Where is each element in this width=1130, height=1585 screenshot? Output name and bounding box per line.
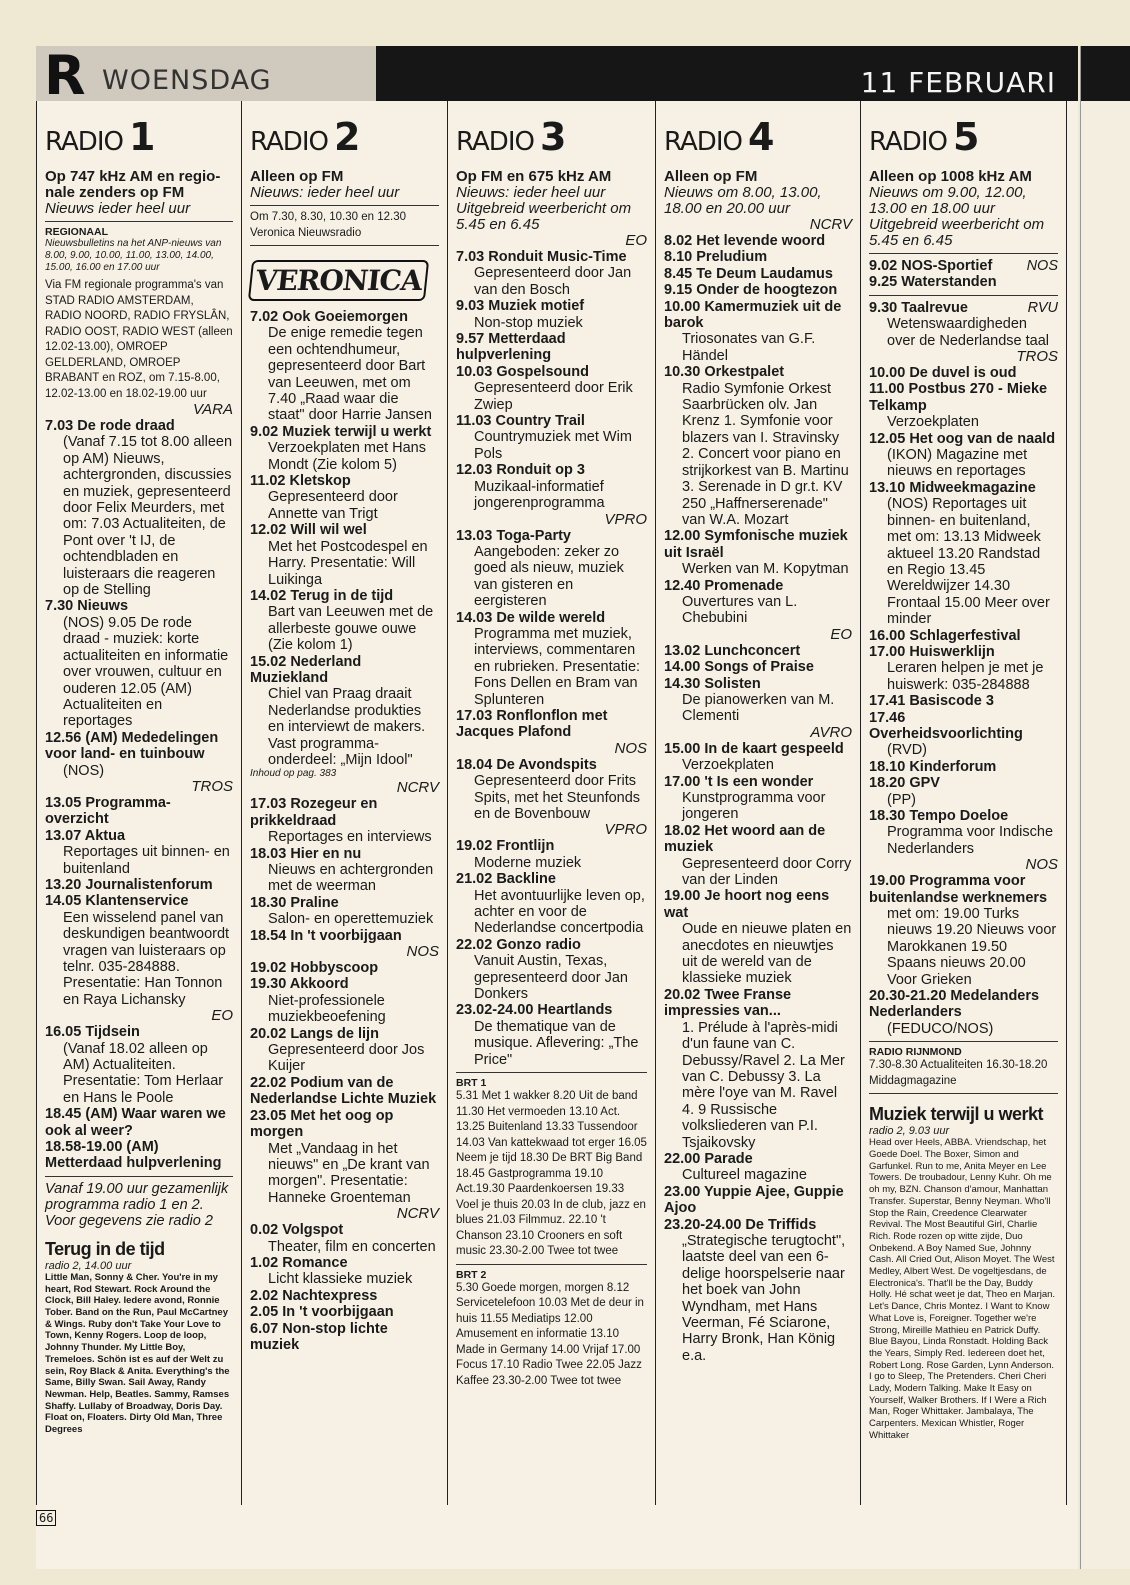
frequency: Alleen op 1008 kHz AM bbox=[869, 168, 1032, 185]
program-title: 17.41 Basiscode 3 bbox=[869, 693, 994, 710]
program-title: 18.30 Praline bbox=[250, 894, 339, 911]
program-item bbox=[45, 598, 233, 729]
program-item bbox=[664, 233, 852, 249]
program-item bbox=[45, 730, 233, 779]
program-description: Werken van M. Kopytman bbox=[682, 561, 849, 578]
program-broadcaster: RVU bbox=[1027, 300, 1058, 317]
program-description: Theater, film en concerten bbox=[268, 1238, 436, 1255]
program-title: 18.04 De Avondspits bbox=[456, 756, 597, 773]
program-title: 22.00 Parade bbox=[664, 1150, 753, 1167]
frequency: Op 747 kHz AM en regio-nale zenders op FM bbox=[45, 168, 221, 201]
frequency: Alleen op FM bbox=[664, 168, 758, 185]
program-description: Verzoekplaten bbox=[682, 757, 774, 774]
program-item bbox=[664, 1184, 852, 1217]
program-item bbox=[250, 473, 439, 522]
program-broadcaster: NOS bbox=[1026, 258, 1058, 275]
program-title: 12.40 Promenade bbox=[664, 577, 784, 594]
program-item bbox=[869, 365, 1058, 381]
program-title: 20.02 Langs de lijn bbox=[250, 1025, 379, 1042]
broadcaster-label: TROS bbox=[1016, 348, 1058, 366]
program-item bbox=[664, 741, 852, 774]
program-title: 9.15 Onder de hoogtezon bbox=[664, 282, 838, 299]
program-list bbox=[869, 258, 1058, 291]
program-title: 21.02 Backline bbox=[456, 871, 556, 888]
program-description: Aangeboden: zeker zo goed als nieuw, muziek van gisteren en eergisteren bbox=[474, 543, 624, 610]
program-title: 22.02 Gonzo radio bbox=[456, 936, 581, 953]
program-item bbox=[250, 588, 439, 654]
program-item bbox=[869, 258, 1058, 274]
program-title: 18.45 (AM) Waar waren we ook al weer? bbox=[45, 1106, 226, 1139]
program-description: Reportages en interviews bbox=[268, 829, 432, 846]
program-title: 19.00 Programma voor buitenlandse werknemers bbox=[869, 873, 1048, 906]
program-description: Programma voor Indische Nederlanders bbox=[887, 824, 1054, 857]
program-title: 19.02 Frontlijn bbox=[456, 838, 555, 855]
program-description: De enige remedie tegen een ochtendhumeur, gepresenteerd door Bart van Leeuwen, met om 7.40 „Raad waar die staat" door Harrie Jansen bbox=[268, 325, 432, 424]
program-description: Kunstprogramma voor jongeren bbox=[682, 790, 826, 823]
program-description: (PP) bbox=[887, 791, 916, 808]
program-list bbox=[664, 233, 852, 627]
brt1-schedule: 5.31 Met 1 wakker 8.20 Uit de band 11.30 Het vermoeden 13.10 Act. 13.25 Buitenland 13.33 Tussendoor 14.03 Van kattekwaad tot erger 16.05 Neem je tijd 18.30 De BRT Big Band 18.45 Gastprogramma 19.10 Act.19.30 Paardenkoersen 19.33 Voel je thuis 20.03 In de club, jazz en blues 21.03 Filmmuz. 22.10 't Chanson 23.10 Crooners en soft music 23.30-2.00 Twee tot twee bbox=[456, 1090, 647, 1258]
rijnmond-title: RADIO RIJNMOND bbox=[869, 1046, 962, 1059]
program-title: 12.05 Het oog van de naald bbox=[869, 430, 1056, 447]
program-item bbox=[664, 774, 852, 823]
program-title: 12.03 Ronduit op 3 bbox=[456, 462, 585, 479]
program-item bbox=[664, 364, 852, 528]
program-description: Vanuit Austin, Texas, gepresenteerd door Jan Donkers bbox=[474, 953, 628, 1003]
program-description: Niet-professionele muziekbeoefening bbox=[268, 992, 386, 1026]
news-radio-info: Om 7.30, 8.30, 10.30 en 12.30 Veronica Nieuwsradio bbox=[250, 211, 407, 239]
program-description: Triosonates van G.F. Händel bbox=[682, 331, 816, 364]
program-list bbox=[250, 796, 439, 944]
program-item bbox=[664, 249, 852, 265]
program-description: Non-stop muziek bbox=[474, 314, 583, 331]
joint-program-note: Vanaf 19.00 uur gezamenlijk programma radio 1 en 2. Voor gegevens zie radio 2 bbox=[45, 1180, 229, 1229]
date-title: 11 FEBRUARI bbox=[860, 66, 1056, 99]
program-item bbox=[45, 877, 233, 893]
page-number: 66 bbox=[36, 1510, 56, 1526]
program-list bbox=[456, 249, 647, 512]
program-description: Gepresenteerd door Jan van den Bosch bbox=[474, 265, 632, 298]
program-title: 7.03 Ronduit Music-Time bbox=[456, 249, 627, 265]
program-item bbox=[45, 1106, 233, 1139]
program-list bbox=[869, 873, 1058, 1037]
weekday-title: WOENSDAG bbox=[102, 65, 272, 96]
box-title: Muziek terwijl u werkt bbox=[869, 1104, 1044, 1125]
program-item bbox=[45, 1024, 233, 1106]
program-item bbox=[664, 528, 852, 577]
program-title: 11.03 Country Trail bbox=[456, 413, 585, 430]
program-title: 17.00 't Is een wonder bbox=[664, 773, 814, 790]
program-item bbox=[869, 628, 1058, 644]
program-title: 10.03 Gospelsound bbox=[456, 363, 589, 380]
program-item bbox=[869, 480, 1058, 628]
program-title: 8.10 Preludium bbox=[664, 249, 768, 266]
header-left-block bbox=[36, 44, 376, 107]
program-description: Gepresenteerd door Annette van Trigt bbox=[268, 489, 398, 522]
program-title: 9.02 NOS-Sportief bbox=[869, 258, 993, 274]
news-info: Nieuws ieder heel uur bbox=[45, 200, 191, 217]
program-item bbox=[456, 1002, 647, 1068]
program-description: (NOS) bbox=[63, 762, 105, 779]
program-title: 2.02 Nachtexpress bbox=[250, 1287, 378, 1304]
program-item bbox=[45, 418, 233, 598]
program-description: Muzikaal-informatief jongerenprogramma bbox=[474, 478, 605, 512]
program-description: 1. Prélude à l'après-midi d'un faune van C. Debussy/Ravel 2. La Mer van C. Debussy 3. La mère l'oye van M. Ravel 4. 9 Russische volksliederen van P.I. Tsjaikovsky bbox=[682, 1019, 845, 1151]
program-title: 13.10 Midweekmagazine bbox=[869, 479, 1036, 496]
program-item bbox=[456, 610, 647, 708]
program-title: 9.30 Taalrevue bbox=[869, 299, 968, 316]
broadcaster-label: NOS bbox=[614, 739, 647, 757]
content-reference: Inhoud op pag. 383 bbox=[250, 768, 337, 780]
program-item bbox=[664, 578, 852, 627]
tv-guide-page bbox=[36, 46, 1078, 1569]
box-text: Head over Heels, ABBA. Vriendschap, het Goede Doel. The Boxer, Simon and Garfunkel. Run to me, Anita Meyer en Lee Towers. De troubadour, Lenny Kuhr. Oh me oh my, BZN. Chanson d'amour, Manhattan Transfer. Superstar, Benny Neyman. Who'll Stop the Rain, Creedence Clearwater Revival. The Most Beautiful Girl, Charlie Rich. Rode rozen op witte zijde, Duo Onbekend. A Boy Named Sue, Johnny Cash. All Cried Out, Alison Moyet. The West Medley, Albert West. De vogeltjesdans, de Electronica's. That'll be the Day, Buddy Holly. Hé schat weet je dat, Theo en Marjan. Let's Dance, Chris Montez. I Want to Know What Love is, Foreigner. Together we're Strong, Mireille Mathieu en Patrick Duffy. Blue Bayou, Linda Ronstadt. Holding Back the Years, Simply Red. Iedereen doet het, Robert Long. Rose Garden, Lynn Anderson. I go to Sleep, The Pretenders. Cheri Cheri Lady, Modern Talking. Make It Easy on Yourself, Walker Brothers. If I Were a Rich Man, Roger Whittaker. Jambalaya, The Carpenters. Mexican Whistler, Roger Whittaker bbox=[869, 1137, 1056, 1441]
brt2-schedule: 5.30 Goede morgen, morgen 8.12 Servicetelefoon 10.03 Met de deur in huis 11.55 Mediatips 12.00 Amusement en informatie 13.10 Made in Germany 14.00 Vrijaf 17.00 Focus 17.10 Radio Twee 22.05 Jazz Kaffee 23.30-2.00 Twee tot twee bbox=[456, 1281, 644, 1387]
program-description: Verzoekplaten bbox=[887, 414, 979, 431]
program-title: 19.02 Hobbyscoop bbox=[250, 960, 379, 977]
box-text: Little Man, Sonny & Cher. You're in my heart, Rod Stewart. Rock Around the Clock, Bill Haley. Iedere avond, Ronnie Tober. Band on the Run, Paul McCartney & Wings. Ruby don't Take Your Love to Town, Kenny Rogers. Loop de loop, Johnny Thunder. My Little Boy, Tremeloes. Schön ist es auf der Welt zu sein, Roy Black & Anita. Everything's the Same, Billy Swan. Sail Away, Randy Newman. Help, Beatles. Sammy, Ramses Shaffy. Lullaby of Broadway, Doris Day. Float on, Floaters. Dirty Old Man, Three Degrees bbox=[45, 1271, 230, 1436]
program-title: 19.30 Akkoord bbox=[250, 976, 349, 993]
program-item bbox=[45, 795, 233, 828]
program-list bbox=[250, 1222, 439, 1353]
program-item bbox=[664, 643, 852, 659]
program-list bbox=[45, 418, 233, 779]
program-title: 23.20-24.00 De Triffids bbox=[664, 1216, 817, 1233]
program-description: Het avontuurlijke leven op, achter en voor de Nederlandse concertpodia bbox=[474, 887, 645, 937]
program-title: 9.03 Muziek motief bbox=[456, 298, 585, 315]
broadcaster-label: EO bbox=[830, 625, 852, 643]
program-description: Verzoekplaten met Hans Mondt (Zie kolom 5) bbox=[268, 440, 426, 473]
program-title: 17.00 Huiswerklijn bbox=[869, 643, 995, 660]
program-list bbox=[456, 838, 647, 1068]
program-item bbox=[45, 893, 233, 1008]
program-item bbox=[664, 282, 852, 298]
broadcaster-label: NCRV bbox=[809, 216, 852, 233]
program-title: 23.02-24.00 Heartlands bbox=[456, 1002, 613, 1019]
program-item bbox=[250, 1222, 439, 1255]
program-description: Chiel van Praag draait Nederlandse produkties en interviewt de makers. Vast programma-onderdeel: „Mijn Idool" bbox=[268, 686, 426, 768]
program-description: Programma met muziek, interviews, commentaren en rubrieken. Presentatie: Fons Dellen en Bram van Splunteren bbox=[474, 625, 641, 708]
program-item bbox=[664, 676, 852, 725]
program-description: Ouvertures van L. Chebubini bbox=[682, 593, 798, 627]
program-item bbox=[45, 828, 233, 877]
program-item bbox=[869, 808, 1058, 857]
program-item bbox=[869, 988, 1058, 1037]
program-title: 23.05 Met het oog op morgen bbox=[250, 1107, 394, 1141]
program-item bbox=[250, 1108, 439, 1206]
program-description: Moderne muziek bbox=[474, 854, 582, 871]
program-item bbox=[250, 424, 439, 473]
fm-info: Via FM regionale programma's van STAD RADIO AMSTERDAM, RADIO NOORD, RADIO FRYSLÂN, RADIO OOST, RADIO WEST (alleen 12.02-13.00), OMROEP GELDERLAND, OMROEP BRABANT en ROZ, om 7.15-8.00, 12.02-13.00 en 18.02-19.00 uur bbox=[45, 279, 233, 400]
program-title: 14.03 De wilde wereld bbox=[456, 609, 606, 626]
program-title: 9.02 Muziek terwijl u werkt bbox=[250, 423, 432, 440]
program-description: Met het Postcodespel en Harry. Presentatie: Will Luikinga bbox=[268, 538, 428, 588]
program-item bbox=[250, 1321, 439, 1354]
program-title: 19.00 Je hoort nog eens wat bbox=[664, 888, 830, 921]
program-title: 10.00 Kamermuziek uit de barok bbox=[664, 298, 842, 332]
program-description: Countrymuziek met Wim Pols bbox=[474, 429, 632, 462]
program-description: (RVD) bbox=[887, 742, 928, 759]
program-title: 7.02 Ook Goeiemorgen bbox=[250, 309, 408, 325]
program-item bbox=[250, 846, 439, 895]
program-title: 20.30-21.20 Medelanders Nederlanders bbox=[869, 988, 1040, 1021]
program-title: 17.03 Ronflonflon met Jacques Plafond bbox=[456, 707, 608, 741]
program-item bbox=[456, 364, 647, 413]
broadcaster-label: NOS bbox=[406, 943, 439, 961]
program-item bbox=[250, 928, 439, 944]
program-title: 11.00 Postbus 270 - Mieke Telkamp bbox=[869, 381, 1048, 414]
program-description: Gepresenteerd door Frits Spits, met het Steunfonds en de Bovenbouw bbox=[474, 773, 641, 822]
program-item bbox=[250, 654, 439, 769]
program-item bbox=[869, 274, 1058, 290]
program-description: Met „Vandaag in het nieuws" en „De krant van morgen". Presentatie: Hanneke Groenteman bbox=[268, 1140, 430, 1206]
program-description: (IKON) Magazine met nieuws en reportages bbox=[887, 447, 1028, 480]
program-item bbox=[250, 309, 439, 424]
program-item bbox=[250, 1026, 439, 1075]
news-info: Nieuws om 8.00, 13.00, 18.00 en 20.00 uur bbox=[664, 184, 822, 217]
program-title: 18.10 Kinderforum bbox=[869, 758, 997, 775]
program-title: 12.02 Will wil wel bbox=[250, 522, 367, 539]
column-radio-4 bbox=[656, 101, 861, 1505]
program-title: 6.07 Non-stop lichte muziek bbox=[250, 1320, 388, 1353]
program-title: 12.00 Symfonische muziek uit Israël bbox=[664, 528, 848, 561]
program-item bbox=[869, 873, 1058, 988]
program-title: 13.03 Toga-Party bbox=[456, 527, 571, 544]
broadcaster-label: NCRV bbox=[396, 779, 439, 797]
box-subtitle: radio 2, 14.00 uur bbox=[45, 1259, 132, 1272]
regional-text: Nieuwsbulletins na het ANP-nieuws van 8.00, 9.00, 10.00, 11.00, 13.00, 14.00, 15.00, 16.00 en 17.00 uur bbox=[45, 238, 222, 273]
program-list bbox=[869, 300, 1058, 349]
program-item bbox=[456, 298, 647, 331]
adjacent-page-strip bbox=[1080, 46, 1130, 1569]
program-item bbox=[250, 522, 439, 588]
frequency: Op FM en 675 kHz AM bbox=[456, 168, 612, 185]
program-title: 18.54 In 't voorbijgaan bbox=[250, 927, 402, 944]
program-description: Oude en nieuwe platen en anecdotes en nieuwtjes uit de wereld van de klassieke muziek bbox=[682, 921, 852, 987]
broadcaster-label: NOS bbox=[1025, 856, 1058, 874]
broadcaster-label: AVRO bbox=[810, 723, 852, 741]
program-item bbox=[250, 1255, 439, 1288]
radio-columns bbox=[36, 101, 1078, 1505]
program-item bbox=[456, 708, 647, 741]
program-description: Radio Symfonie Orkest Saarbrücken olv. Jan Krenz 1. Symfonie voor blazers van I. Stravinsky 2. Concert voor piano en strijkorkest van B. Martinu 3. Serenade in D gr.t. KV 250 „Haffnerserenade" van W.A. Mozart bbox=[682, 380, 849, 528]
program-description: Salon- en operettemuziek bbox=[268, 911, 434, 928]
program-item bbox=[456, 462, 647, 511]
program-item bbox=[869, 759, 1058, 775]
regional-title: REGIONAAL bbox=[45, 226, 108, 238]
program-list bbox=[869, 365, 1058, 857]
station-title: RADIO 1 bbox=[45, 115, 155, 159]
program-title: 12.56 (AM) Mededelingen voor land- en tuinbouw bbox=[45, 729, 219, 763]
program-item bbox=[869, 693, 1058, 709]
program-title: 18.30 Tempo Doeloe bbox=[869, 808, 1009, 824]
program-item bbox=[664, 888, 852, 986]
program-item bbox=[664, 659, 852, 675]
broadcaster-label: NCRV bbox=[396, 1205, 439, 1223]
news-info: Nieuws om 9.00, 12.00, 13.00 en 18.00 uur Uitgebreid weerbericht om 5.45 en 6.45 bbox=[869, 184, 1045, 249]
program-title: 9.25 Waterstanden bbox=[869, 274, 997, 291]
program-title: 10.00 De duvel is oud bbox=[869, 365, 1017, 382]
program-item bbox=[250, 1288, 439, 1304]
program-item bbox=[664, 299, 852, 365]
brt2-title: BRT 2 bbox=[456, 1268, 487, 1281]
program-title: 10.30 Orkestpalet bbox=[664, 364, 785, 381]
program-item bbox=[45, 1139, 233, 1172]
program-description: Reportages uit binnen- en buitenland bbox=[63, 844, 230, 877]
program-title: 14.02 Terug in de tijd bbox=[250, 587, 394, 604]
program-item bbox=[250, 1304, 439, 1320]
program-list bbox=[664, 643, 852, 725]
program-item bbox=[250, 895, 439, 928]
program-title: 1.02 Romance bbox=[250, 1254, 348, 1271]
program-list bbox=[456, 757, 647, 823]
program-description: Leraren helpen je met je huiswerk: 035-284888 bbox=[887, 660, 1044, 693]
program-title: 22.02 Podium van de Nederlandse Lichte Muziek bbox=[250, 1074, 437, 1108]
program-description: Gepresenteerd door Erik Zwiep bbox=[474, 380, 633, 413]
program-title: 13.02 Lunchconcert bbox=[664, 642, 801, 659]
section-logo: R bbox=[44, 44, 86, 107]
program-item bbox=[456, 331, 647, 364]
program-title: 8.45 Te Deum Laudamus bbox=[664, 265, 833, 282]
program-title: 23.00 Yuppie Ajee, Guppie Ajoo bbox=[664, 1183, 844, 1217]
program-description: „Strategische terugtocht", laatste deel van een 6-delige hoorspelserie naar het boek van John Wyndham, met Hans Veerman, Fé Sciarone, Harry Bronk, Han König e.a. bbox=[682, 1232, 846, 1364]
broadcaster-label: VPRO bbox=[604, 510, 647, 528]
program-item bbox=[456, 528, 647, 610]
program-item bbox=[869, 300, 1058, 349]
program-title: 18.03 Hier en nu bbox=[250, 845, 362, 862]
program-title: 16.05 Tijdsein bbox=[45, 1024, 140, 1041]
frequency: Alleen op FM bbox=[250, 168, 344, 185]
program-description: Gepresenteerd door Jos Kuijer bbox=[268, 1042, 425, 1075]
program-title: 18.02 Het woord aan de muziek bbox=[664, 822, 826, 856]
page-header bbox=[36, 44, 1078, 107]
program-title: 7.03 De rode draad bbox=[45, 418, 175, 434]
program-description: Gepresenteerd door Corry van der Linden bbox=[682, 855, 852, 889]
broadcaster-label: VPRO bbox=[604, 821, 647, 839]
program-title: 16.00 Schlagerfestival bbox=[869, 627, 1021, 644]
program-title: 8.02 Het levende woord bbox=[664, 233, 826, 249]
program-item bbox=[869, 431, 1058, 480]
program-item bbox=[456, 838, 647, 871]
program-description: (NOS) 9.05 De rode draad - muziek: korte actualiteiten en informatie over vrouwen, cultuur en ouderen 12.05 (AM) Actualiteiten en reportages bbox=[63, 614, 229, 730]
program-title: 13.05 Programma-overzicht bbox=[45, 794, 171, 828]
program-title: 9.57 Metterdaad hulpverlening bbox=[456, 331, 566, 364]
broadcaster-label: VARA bbox=[192, 401, 233, 418]
program-description: Bart van Leeuwen met de allerbeste gouwe ouwe (Zie kolom 1) bbox=[268, 604, 434, 654]
program-title: 15.00 In de kaart gespeeld bbox=[664, 740, 844, 757]
program-description: Een wisselend panel van deskundigen beantwoordt vragen van luisteraars op telnr. 035-284888. Presentatie: Han Tonnon en Raya Lichansky bbox=[63, 909, 230, 1008]
program-description: Wetenswaardigheden over de Nederlandse taal bbox=[887, 316, 1050, 349]
program-title: 11.02 Kletskop bbox=[250, 473, 351, 490]
program-title: 13.20 Journalistenforum bbox=[45, 876, 213, 893]
program-title: 0.02 Volgspot bbox=[250, 1222, 344, 1239]
program-item bbox=[664, 266, 852, 282]
rijnmond-text: 7.30-8.30 Actualiteiten 16.30-18.20 Middagmagazine bbox=[869, 1059, 1048, 1087]
program-description: Cultureel magazine bbox=[682, 1167, 807, 1184]
program-item bbox=[869, 775, 1058, 808]
program-item bbox=[456, 937, 647, 1003]
program-title: 18.58-19.00 (AM) Metterdaad hulpverlening bbox=[45, 1139, 222, 1172]
program-description: Licht klassieke muziek bbox=[268, 1271, 413, 1288]
program-item bbox=[456, 757, 647, 823]
program-title: 14.05 Klantenservice bbox=[45, 893, 189, 910]
program-list bbox=[45, 1024, 233, 1172]
program-title: 13.07 Aktua bbox=[45, 827, 126, 844]
program-title: 7.30 Nieuws bbox=[45, 598, 129, 615]
program-title: 18.20 GPV bbox=[869, 775, 940, 792]
station-title: RADIO 4 bbox=[664, 115, 774, 159]
program-item bbox=[869, 710, 1058, 759]
program-list bbox=[456, 528, 647, 741]
column-radio-2 bbox=[242, 101, 448, 1505]
column-radio-1 bbox=[36, 101, 242, 1505]
program-item bbox=[250, 960, 439, 976]
program-title: 2.05 In 't voorbijgaan bbox=[250, 1304, 394, 1321]
box-title: Terug in de tijd bbox=[45, 1238, 165, 1259]
program-description: (NOS) Reportages uit binnen- en buitenland, met om: 13.13 Midweek aktueel 13.20 Randstad en Regio 13.45 Wereldwijzer 14.30 Frontaal 15.00 Meer over minder bbox=[887, 496, 1050, 628]
program-description: (FEDUCO/NOS) bbox=[887, 1020, 994, 1037]
program-list bbox=[664, 741, 852, 1364]
program-title: 17.03 Rozegeur en prikkeldraad bbox=[250, 796, 378, 829]
program-list bbox=[45, 795, 233, 1008]
program-description: met om: 19.00 Turks nieuws 19.20 Nieuws voor Marokkanen 19.50 Spaans nieuws 20.00 Voor Grieken bbox=[887, 906, 1057, 988]
program-title: 17.46 Overheidsvoorlichting bbox=[869, 709, 1023, 742]
program-item bbox=[250, 976, 439, 1025]
station-title: RADIO 2 bbox=[250, 115, 360, 159]
column-radio-5 bbox=[861, 101, 1067, 1505]
program-title: 15.02 Nederland Muziekland bbox=[250, 653, 362, 686]
news-info: Nieuws: ieder heel uur bbox=[250, 184, 400, 201]
program-item bbox=[664, 823, 852, 889]
program-list bbox=[250, 960, 439, 1206]
program-item bbox=[664, 1151, 852, 1184]
station-title: RADIO 3 bbox=[456, 115, 566, 159]
brt1-title: BRT 1 bbox=[456, 1077, 487, 1090]
program-item bbox=[456, 413, 647, 462]
station-title: RADIO 5 bbox=[869, 115, 979, 159]
program-item bbox=[456, 871, 647, 937]
column-radio-3 bbox=[448, 101, 656, 1505]
program-title: 14.00 Songs of Praise bbox=[664, 659, 814, 676]
program-item bbox=[250, 796, 439, 845]
program-description: (Vanaf 18.02 alleen op AM) Actualiteiten. Presentatie: Tom Herlaar en Hans le Poole bbox=[63, 1040, 224, 1106]
program-item bbox=[456, 249, 647, 298]
program-item bbox=[869, 381, 1058, 430]
program-item bbox=[250, 1075, 439, 1108]
broadcaster-label: EO bbox=[625, 232, 647, 249]
program-item bbox=[664, 987, 852, 1151]
program-title: 14.30 Solisten bbox=[664, 675, 761, 692]
program-item bbox=[664, 1217, 852, 1365]
news-info: Nieuws: ieder heel uur Uitgebreid weerbericht om 5.45 en 6.45 bbox=[456, 184, 632, 233]
program-item bbox=[869, 644, 1058, 693]
program-description: Nieuws en achtergronden met de weerman bbox=[268, 862, 434, 895]
program-list bbox=[250, 309, 439, 768]
broadcaster-label: TROS bbox=[191, 777, 233, 795]
box-subtitle: radio 2, 9.03 uur bbox=[869, 1125, 950, 1138]
program-description: (Vanaf 7.15 tot 8.00 alleen op AM) Nieuws, achtergronden, discussies en muziek, gepresenteerd door Felix Meurders, met om: 7.03 Actualiteiten, de Pont over 't IJ, de ochtendbladen en luisteraars die reageren op de Stelling bbox=[63, 434, 233, 599]
program-title: 20.02 Twee Franse impressies van... bbox=[664, 986, 792, 1020]
program-description: De pianowerken van M. Clementi bbox=[682, 691, 835, 725]
veronica-logo: VERONICA bbox=[248, 260, 430, 301]
broadcaster-label: EO bbox=[211, 1007, 233, 1025]
program-description: De thematique van de musique. Aflevering: „The Price" bbox=[474, 1018, 639, 1068]
